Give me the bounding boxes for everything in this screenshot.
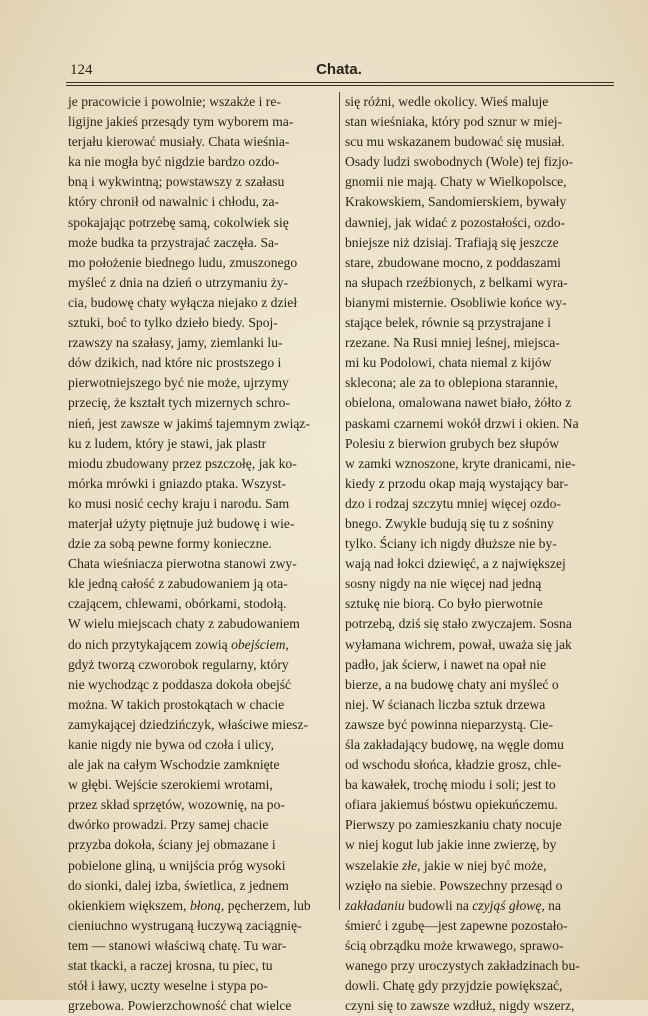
text-line: obielona, omalowana nawet biało, żółto z <box>345 395 572 411</box>
text-line: Pierwszy po zamieszkaniu chaty nocuje <box>345 817 562 833</box>
text-line: zamykającej dziedzińczyk, właściwe miesz- <box>68 716 309 732</box>
text-line: ku z ludem, który je stawi, jak plastr <box>68 435 267 451</box>
text-line: wyłamana wichrem, pował, uważa się jak <box>345 636 572 652</box>
text-line: stat tkacki, a raczej krosna, tu piec, tu <box>68 958 273 974</box>
text-line: Krakowskiem, Sandomierskiem, bywały <box>345 194 567 210</box>
text-line: stające belek, równie są przystrajane i <box>345 315 552 331</box>
text-line: tem — stanowi właściwą chatę. Tu war- <box>68 937 287 953</box>
text-line: bnego. Zwykle budują się tu z sośniny <box>345 515 554 531</box>
text-line: bną i wykwintną; powstawszy z szałasu <box>68 174 285 190</box>
text-line: Polesiu z bierwion grubych bez słupów <box>345 435 560 451</box>
text-line: ko musi nosić cechy kraju i narodu. Sam <box>68 495 290 511</box>
text-line: dowli. Chatę gdy przyjdzie powiększać, <box>345 978 563 994</box>
text-line: pobielone gliną, u wnijścia próg wysoki <box>68 857 286 873</box>
text-line: pierwotniejszego być nie może, ujrzymy <box>68 375 289 391</box>
text-line: myśleć z dnia na dzień o utrzymaniu ży- <box>68 274 289 290</box>
text-line: dzie za sobą pewne formy konieczne. <box>68 536 272 552</box>
text-line: bniejsze niż dzisiaj. Trafiają się jeszcze <box>345 234 559 250</box>
text-line: grzebowa. Powierzchowność chat wielce <box>68 998 292 1014</box>
text-line: przez skład sprzętów, wozownię, na po- <box>68 797 285 813</box>
text-line: wzięło na siebie. Powszechny przesąd o <box>345 877 563 893</box>
text-line: padło, jak ścierw, i nawet na opał nie <box>345 656 547 672</box>
text-line: który chronił od nawalnic i chłodu, za- <box>68 194 280 210</box>
text-line: okienkiem większem, błoną, pęcherzem, lub <box>68 897 311 913</box>
text-line: czającem, chlewami, obórkami, stodołą. <box>68 596 287 612</box>
text-line: kanie nigdy nie bywa od czoła i ulicy, <box>68 737 274 752</box>
text-line: potrzebą, dziś się stało zwyczajem. Sosna <box>345 616 572 632</box>
text-line: na słupach rzeźbionych, z belkami wyra- <box>345 274 568 290</box>
text-line: nie wychodząc z poddasza dokoła obejść <box>68 676 292 692</box>
text-line: dów dzikich, nad które nic prostszego i <box>68 355 282 371</box>
text-line: paskami czarnemi wokół drzwi i okien. Na <box>345 415 579 431</box>
text-line: sklecona; ale za to oblepiona starannie, <box>345 375 558 391</box>
text-line: mo położenie biednego ludu, zmuszonego <box>68 254 298 270</box>
text-line: ka nie mogła być nigdzie bardzo ozdo- <box>68 154 280 170</box>
text-line: sztukę nie biorą. Co było pierwotnie <box>345 596 543 612</box>
text-line: wają nad łokci dziewięć, a z największej <box>345 556 566 572</box>
text-line: Chata wieśniacza pierwotna stanowi zwy- <box>68 556 297 572</box>
text-line: wanego przy uroczystych zakładzinach bu- <box>345 958 580 974</box>
text-line: sosny nigdy na nie więcej nad jedną <box>345 576 542 592</box>
text-line: zawsze być powinna nieparzystą. Cie- <box>345 716 553 732</box>
text-line: ligijne jakieś przesądy tym wyborem ma- <box>68 114 294 130</box>
text-line: tylko. Ściany ich nigdy dłuższe nie by- <box>345 536 557 552</box>
text-line: śla zakładający budowę, na węgle domu <box>345 737 564 752</box>
text-line: Osady ludzi swobodnych (Wole) tej fizjo- <box>345 154 574 170</box>
text-line: do sionki, dalej izba, świetlica, z jednem <box>68 877 289 893</box>
text-line: niej. W ścianach liczba sztuk drzewa <box>345 696 546 712</box>
header-rule <box>66 82 614 83</box>
text-line: do nich przytykającem zowią obejściem, <box>68 636 289 652</box>
text-line: terjału kierować musiały. Chata wieśnia- <box>68 134 290 150</box>
text-line: W wielu miejscach chaty z zabudowaniem <box>68 616 300 632</box>
text-line: się różni, wedle okolicy. Wieś maluje <box>345 94 549 109</box>
text-line: gdyż tworzą czworobok regularny, który <box>68 656 289 672</box>
text-line: w zamki wznoszone, kryte dranicami, nie- <box>345 455 576 471</box>
page-header <box>66 60 612 80</box>
text-line: bianymi misternie. Osobliwie końce wy- <box>345 294 567 310</box>
text-line: wszelakie złe, jakie w niej być może, <box>345 857 547 873</box>
text-line: mórka mrówki i gniazdo ptaka. Wszyst- <box>68 475 286 491</box>
text-line: można. W takich prostokątach w chacie <box>68 696 285 712</box>
right-text-column <box>345 92 614 1016</box>
text-line: stan wieśniaka, który pod sznur w miej- <box>345 114 563 130</box>
text-line: sztuki, boć to tylko dzieło biedy. Spoj- <box>68 315 278 331</box>
text-line: materjał użyty piętnuje już budowę i wie- <box>68 515 295 531</box>
text-line: przecię, że kształt tych mizernych schro- <box>68 395 290 411</box>
running-title: Chata. <box>316 61 362 78</box>
text-line: śmierć i zgubę—jest zapewne pozostało- <box>345 917 568 933</box>
text-line: rzezane. Na Rusi mniej leśnej, miejsca- <box>345 335 560 351</box>
text-line: ofiara jakiemuś bóstwu opiekuńczemu. <box>345 797 558 813</box>
column-divider <box>339 92 340 910</box>
text-line: ba kawałek, trochę miodu i soli; jest to <box>345 777 556 793</box>
text-line: spokajając potrzebę samą, cokolwiek się <box>68 214 289 230</box>
header-rule-secondary <box>66 85 614 86</box>
text-line: scu mu wskazanem budować się musiał. <box>345 134 565 150</box>
text-line: gnomii nie mają. Chaty w Wielkopolsce, <box>345 174 567 190</box>
text-line: bierze, a na budowę chaty ani myśleć o <box>345 676 559 692</box>
text-line: kiedy z przodu okap mają wystający bar- <box>345 475 569 491</box>
text-line: je pracowicie i powolnie; wszakże i re- <box>68 94 281 109</box>
text-line: ale jak na całym Wschodzie zamknięte <box>68 757 280 773</box>
text-line: dwórko prowadzi. Przy samej chacie <box>68 817 269 833</box>
text-line: stół i ławy, uczty weselne i stypa po- <box>68 978 268 994</box>
text-line: od wschodu słońca, kładzie grosz, chle- <box>345 757 562 773</box>
text-line: dzo i rodzaj szczytu mniej więcej ozdo- <box>345 495 561 511</box>
text-line: w głębi. Wejście szerokiemi wrotami, <box>68 777 273 793</box>
text-line: cia, budowę chaty wyłącza niejako z dzieł <box>68 294 298 310</box>
text-line: przyzba dokoła, ściany jej obmazane i <box>68 837 276 853</box>
left-text-column <box>68 92 334 1016</box>
text-line: czyni się to zawsze wzdłuż, nigdy wszerz, <box>345 998 575 1014</box>
page-number: 124 <box>70 62 93 78</box>
text-line: może budka ta przystrajać zaczęła. Sa- <box>68 234 279 250</box>
text-line: kle jedną całość z zabudowaniem ją ota- <box>68 576 288 592</box>
text-line: w niej kogut lub jakie inne zwierzę, by <box>345 837 557 853</box>
text-line: ścią obrządku może krwawego, sprawo- <box>345 937 564 953</box>
text-line: cieniuchno wystruganą łuczywą zaciągnię- <box>68 917 302 933</box>
text-line: stare, zbudowane mocno, z poddaszami <box>345 254 561 270</box>
text-line: nień, jest zawsze w jakimś tajemnym związ- <box>68 415 310 431</box>
text-line: rzawszy na szałasy, jamy, ziemlanki lu- <box>68 335 283 351</box>
text-line: mi ku Podolowi, chata niemal z kijów <box>345 355 552 371</box>
text-line: miodu zbudowany przez pszczołę, jak ko- <box>68 455 297 471</box>
text-line: zakładaniu budowli na czyjąś głowę, na <box>345 897 561 913</box>
text-line: dawniej, jak widać z pozostałości, ozdo- <box>345 214 566 230</box>
